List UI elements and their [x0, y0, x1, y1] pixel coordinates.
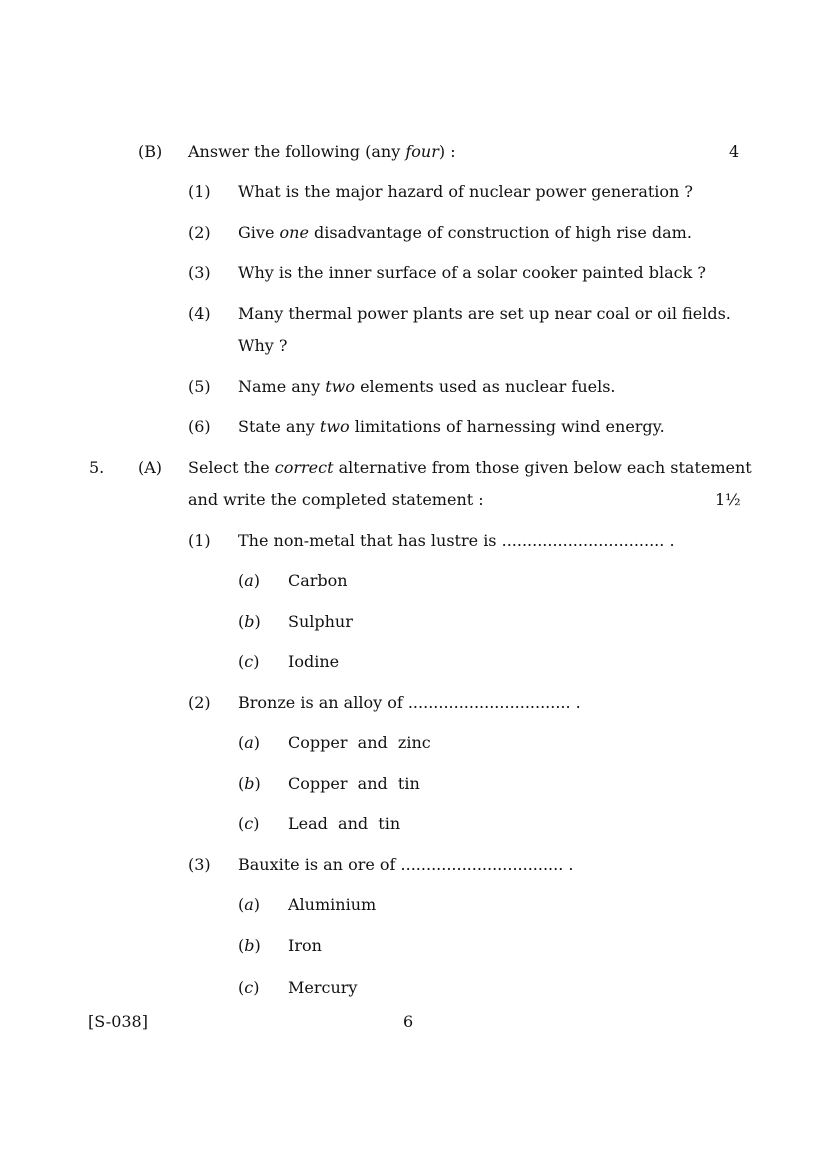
option-letter: (a) — [238, 571, 261, 590]
option-text: Copper and zinc — [288, 733, 431, 752]
question-text-continuation: Why ? — [238, 336, 288, 355]
mcq-statement: Bauxite is an ore of ................................ . — [238, 855, 574, 874]
question-text: Many thermal power plants are set up near coal or oil fields. — [238, 304, 731, 323]
question-text: State any two limitations of harnessing wind energy. — [238, 417, 665, 436]
section-a-label: (A) — [138, 458, 163, 477]
section-b-label: (B) — [138, 142, 163, 161]
option-letter: (b) — [238, 936, 261, 955]
option-letter: (b) — [238, 774, 261, 793]
question-number: (6) — [188, 417, 211, 436]
question-text: Give one disadvantage of construction of high rise dam. — [238, 223, 692, 242]
option-letter: (a) — [238, 733, 261, 752]
option-text: Mercury — [288, 978, 358, 997]
section-a-instruction-continuation: and write the completed statement : — [188, 490, 484, 509]
mcq-number: (1) — [188, 531, 211, 550]
question-5-number: 5. — [89, 458, 105, 477]
option-letter: (c) — [238, 652, 260, 671]
question-text: Name any two elements used as nuclear fuels. — [238, 377, 616, 396]
option-text: Iron — [288, 936, 322, 955]
mcq-statement: Bronze is an alloy of ................................ . — [238, 693, 581, 712]
option-letter: (b) — [238, 612, 261, 631]
section-a-marks: 1½ — [715, 490, 741, 509]
page-number: 6 — [403, 1012, 414, 1031]
mcq-number: (3) — [188, 855, 211, 874]
option-text: Sulphur — [288, 612, 353, 631]
section-b-instruction: Answer the following (any four) : — [188, 142, 456, 161]
section-b-marks: 4 — [729, 142, 740, 161]
question-text: Why is the inner surface of a solar cooker painted black ? — [238, 263, 706, 282]
option-text: Carbon — [288, 571, 348, 590]
option-text: Copper and tin — [288, 774, 420, 793]
question-number: (2) — [188, 223, 211, 242]
option-letter: (c) — [238, 814, 260, 833]
option-letter: (a) — [238, 895, 261, 914]
question-number: (3) — [188, 263, 211, 282]
option-text: Lead and tin — [288, 814, 401, 833]
option-text: Iodine — [288, 652, 340, 671]
mcq-number: (2) — [188, 693, 211, 712]
mcq-statement: The non-metal that has lustre is ................................ . — [238, 531, 675, 550]
question-number: (1) — [188, 182, 211, 201]
section-a-instruction: Select the correct alternative from those given below each statement — [188, 458, 752, 477]
question-number: (4) — [188, 304, 211, 323]
question-text: What is the major hazard of nuclear power generation ? — [238, 182, 693, 201]
option-letter: (c) — [238, 978, 260, 997]
question-number: (5) — [188, 377, 211, 396]
paper-code: [S-038] — [88, 1012, 148, 1031]
option-text: Aluminium — [288, 895, 377, 914]
